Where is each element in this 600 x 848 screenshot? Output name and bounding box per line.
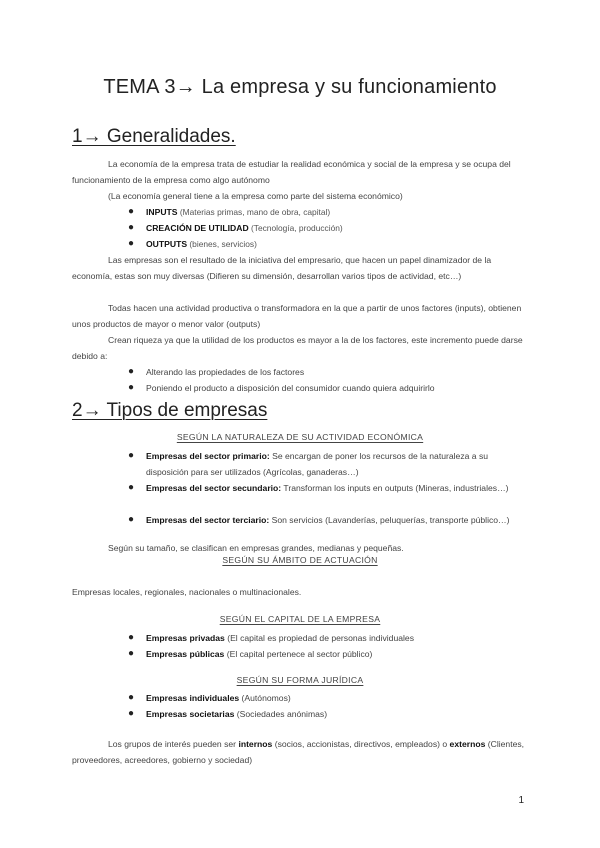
bullet-icon: ● [128,450,135,461]
section-heading-tipos: 2→ Tipos de empresas [72,400,268,421]
bullet-icon: ● [128,382,135,393]
subheading-ambito: SEGÚN SU ÁMBITO DE ACTUACIÓN [222,555,378,565]
section-heading-generalidades: 1→ Generalidades. [72,126,236,147]
bullet-individuales: ● Empresas individuales (Autónomos) [146,690,291,706]
bullet-icon: ● [128,514,135,525]
paragraph-actividad-productiva: Todas hacen una actividad productiva o transformadora en la que a partir de unos factores (inputs), obtienen unos productos de mayor o menor valor (outputs) [72,303,522,329]
bullet-icon: ● [128,482,135,493]
subheading-forma-juridica: SEGÚN SU FORMA JURÍDICA [236,675,364,685]
paragraph-ambito: Empresas locales, regionales, nacionales o multinacionales. [72,587,302,597]
bullet-icon: ● [128,238,135,249]
subheading-naturaleza: SEGÚN LA NATURALEZA DE SU ACTIVIDAD ECONÓMICA [176,432,424,442]
subheading-capital: SEGÚN EL CAPITAL DE LA EMPRESA [219,614,381,624]
bullet-societarias: ● Empresas societarias (Sociedades anónimas) [146,706,327,722]
bullet-icon: ● [128,632,135,643]
bullet-creacion-utilidad: ● CREACIÓN DE UTILIDAD (Tecnología, producción) [146,220,343,236]
bullet-icon: ● [128,648,135,659]
paragraph-crean-riqueza: Crean riqueza ya que la utilidad de los productos es mayor a la de los factores, este incremento puede darse debido a: [72,335,523,361]
bullet-icon: ● [128,708,135,719]
bullet-icon: ● [128,222,135,233]
bullet-publicas: ● Empresas públicas (El capital pertenece al sector público) [146,646,372,662]
paragraph-grupos-interes: Los grupos de interés pueden ser internos (socios, accionistas, directivos, empleados) o externos (Clientes, proveedores, acreedores, gobierno y sociedad) [72,739,525,765]
paragraph-intro: La economía de la empresa trata de estudiar la realidad económica y social de la empresa y se ocupa del funcionamiento de la empresa como algo autónomo [72,159,511,185]
note-general-economy: (La economía general tiene a la empresa como parte del sistema económico) [108,191,403,201]
bullet-privadas: ● Empresas privadas (El capital es propiedad de personas individuales [146,630,414,646]
bullet-sector-terciario: ● Empresas del sector terciario: Son servicios (Lavanderías, peluquerías, transporte público…) [146,512,522,528]
bullet-icon: ● [128,692,135,703]
bullet-icon: ● [128,206,135,217]
paragraph-tamano: Según su tamaño, se clasifican en empresas grandes, medianas y pequeñas. [108,543,404,553]
bullet-inputs: ● INPUTS (Materias primas, mano de obra, capital) [146,204,330,220]
bullet-sector-secundario: ● Empresas del sector secundario: Transforman los inputs en outputs (Mineras, industriales…) [146,480,522,496]
page-number: 1 [518,795,524,806]
document-title: TEMA 3→ La empresa y su funcionamiento [103,76,497,98]
bullet-alterando: ● Alterando las propiedades de los factores [146,364,304,380]
bullet-sector-primario: ● Empresas del sector primario: Se encargan de poner los recursos de la naturaleza a su disposición para ser utilizados (Agrícolas, ganaderas…) [128,450,489,477]
paragraph-empresas-resultado: Las empresas son el resultado de la iniciativa del empresario, que hacen un papel dinamizador de la economía, estas son muy diversas (Difieren su dimensión, desarrollan varios tipos de actividad, etc…) [72,255,492,281]
bullet-icon: ● [128,366,135,377]
bullet-outputs: ● OUTPUTS (bienes, servicios) [146,236,257,252]
bullet-poniendo: ● Poniendo el producto a disposición del consumidor cuando quiera adquirirlo [146,380,435,396]
